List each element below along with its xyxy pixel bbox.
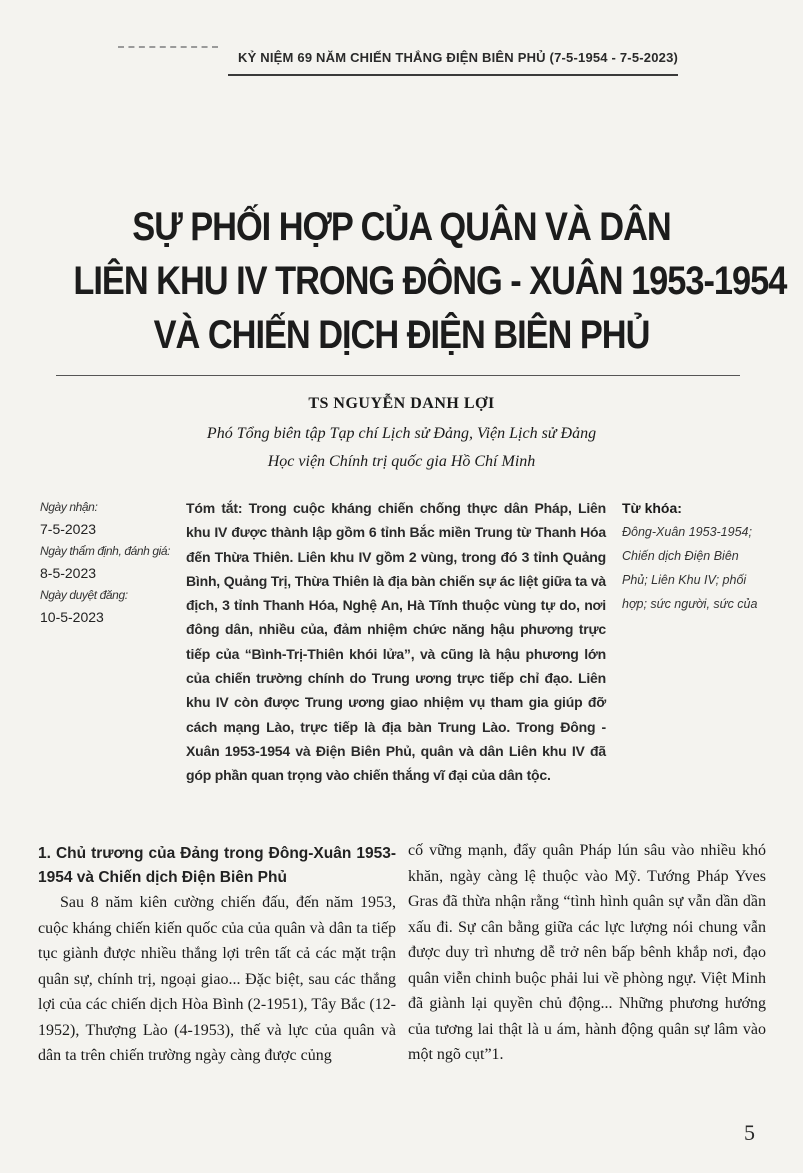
article-title	[73, 200, 787, 362]
keywords-list: Đông-Xuân 1953-1954; Chiến dịch Điện Biên Phủ; Liên Khu IV; phối hợp; sức người, sức của	[622, 525, 758, 611]
body-paragraph-right: cố vững mạnh, đẩy quân Pháp lún sâu vào nhiều khó khăn, ngày càng lệ thuộc vào Mỹ. Tướng Pháp Yves Gras đã thừa nhận rằng “tình hình quân sự vẫn dần dần xấu đi. Sự cân bằng giữa các lực lượng nói chung vẫn được duy trì nhưng dễ trở nên bấp bênh khắp nơi, đạo quân viễn chinh buộc phải lui về phòng ngự. Việt Minh đã giành lại quyền chủ động... Những phương hướng của tương lai thật là u ám, hành động quân sự lâm vào một ngõ cụt”1.	[408, 842, 766, 1063]
reviewed-label: Ngày thẩm định, đánh giá:	[40, 544, 171, 558]
running-header: KỶ NIỆM 69 NĂM CHIẾN THẮNG ĐIỆN BIÊN PHỦ (7-5-1954 - 7-5-2023)	[238, 50, 679, 65]
keywords-title: Từ khóa:	[622, 500, 682, 516]
keywords	[622, 496, 764, 616]
publication-dates	[40, 496, 180, 628]
header-dashes	[118, 46, 218, 50]
reviewed-date: 8-5-2023	[40, 565, 97, 581]
body-column-left	[38, 838, 396, 1069]
body-paragraph-left: Sau 8 năm kiên cường chiến đấu, đến năm 1953, cuộc kháng chiến kiến quốc của của quân và dân ta tiếp tục giành được nhiều thắng lợi trên tất cả các mặt trận quân sự, chính trị, ngoại giao... Đặc biệt, sau các thắng lợi của các chiến dịch Hòa Bình (2-1951), Tây Bắc (12-1952), Thượng Lào (4-1953), thế và lực của quân và dân ta trên chiến trường ngày càng được củng	[38, 894, 396, 1064]
received-label: Ngày nhận:	[40, 500, 98, 514]
section-heading: 1. Chủ trương của Đảng trong Đông-Xuân 1953-1954 và Chiến dịch Điện Biên Phủ	[38, 845, 396, 886]
page-number: 5	[744, 1120, 755, 1145]
abstract: Tóm tắt: Trong cuộc kháng chiến chống thực dân Pháp, Liên khu IV được thành lập gồm 6 tỉnh Bắc miền Trung từ Thanh Hóa đến Thừa Thiên. Liên khu IV gồm 2 vùng, trong đó 3 tỉnh Quảng Bình, Quảng Trị, Thừa Thiên là địa bàn chiến sự ác liệt giữa ta và địch, 3 tỉnh Thanh Hóa, Nghệ An, Hà Tĩnh thuộc vùng tự do, nơi đông dân, nhiều của, đảm nhiệm chức năng hậu phương trực tiếp của “Bình-Trị-Thiên khói lửa”, và cũng là hậu phương lớn của chiến trường chính do Trung ương trực tiếp chỉ đạo. Liên khu IV còn được Trung ương giao nhiệm vụ tham gia giúp đỡ cách mạng Lào, trực tiếp là địa bàn Trung Lào. Trong Đông - Xuân 1953-1954 và Điện Biên Phủ, quân và dân Liên khu IV đã góp phần quan trọng vào chiến thắng vĩ đại của dân tộc.	[186, 500, 606, 784]
approved-label: Ngày duyệt đăng:	[40, 588, 128, 602]
title-line-1: SỰ PHỐI HỢP CỦA QUÂN VÀ DÂN	[132, 205, 671, 249]
title-line-2: LIÊN KHU IV TRONG ĐÔNG - XUÂN 1953-1954	[73, 259, 787, 303]
body-column-right	[408, 838, 766, 1068]
author-name: TS NGUYỄN DANH LỢI	[308, 395, 495, 412]
approved-date: 10-5-2023	[40, 609, 104, 625]
title-divider	[56, 375, 740, 376]
author-affiliation-1: Phó Tổng biên tập Tạp chí Lịch sử Đảng, Viện Lịch sử Đảng	[206, 425, 597, 442]
title-line-3: VÀ CHIẾN DỊCH ĐIỆN BIÊN PHỦ	[153, 313, 650, 357]
author-affiliation-2: Học viện Chính trị quốc gia Hồ Chí Minh	[267, 453, 536, 470]
received-date: 7-5-2023	[40, 521, 97, 537]
